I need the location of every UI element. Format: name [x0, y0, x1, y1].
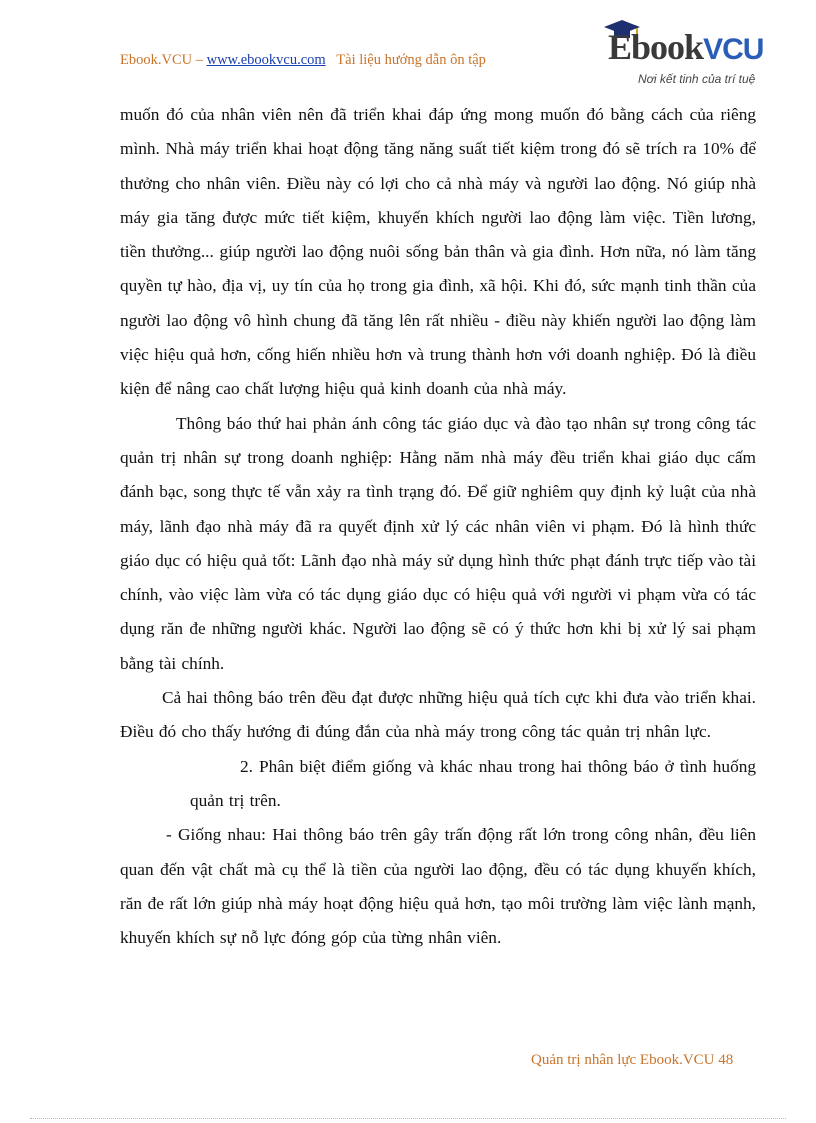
logo-vcu: VCU	[703, 33, 764, 66]
running-header	[120, 52, 486, 69]
paragraph-2: Thông báo thứ hai phản ánh công tác giáo dục và đào tạo nhân sự trong công tác quản trị nhân sự trong doanh nghiệp: Hằng năm nhà máy đều triển khai giáo dục cấm đánh bạc, song thực tế vẫn xảy ra tình trạng đó. Để giữ nghiêm quy định kỷ luật của nhà máy, lãnh đạo nhà máy đã ra quyết định xử lý các nhân viên vi phạm. Đó là hình thức giáo dục có hiệu quả tốt: Lãnh đạo nhà máy sử dụng hình thức phạt đánh trực tiếp vào tài chính, vào việc làm vừa có tác dụng giáo dục có hiệu quả với người vi phạm vừa có tác dụng răn đe những người khác. Người lao động sẽ có ý thức hơn khi bị xử lý sai phạm bằng tài chính.	[120, 413, 756, 673]
header-url-link[interactable]: www.ebookvcu.com	[206, 52, 326, 68]
ebook-vcu-logo	[598, 18, 778, 94]
paragraph-1: muốn đó của nhân viên nên đã triển khai đáp ứng mong muốn đó bằng cách của riêng mình. Nhà máy triển khai hoạt động tăng năng suất tiết kiệm trong đó sẽ trích ra 10% để thưởng cho nhân viên. Điều này có lợi cho cả nhà máy và người lao động. Nó giúp nhà máy gia tăng được mức tiết kiệm, khuyến khích người lao động làm việc. Tiền lương, tiền thưởng... giúp người lao động nuôi sống bản thân và gia đình. Hơn nữa, nó làm tăng quyền tự hào, địa vị, uy tín của họ trong gia đình, xã hội. Khi đó, sức mạnh tinh thần của người lao động vô hình chung đã tăng lên rất nhiều - điều này khiến người lao động làm việc hiệu quả hơn, cống hiến nhiều hơn và trung thành hơn với doanh nghiệp. Đó là điều kiện để nâng cao chất lượng hiệu quả kinh doanh của nhà máy.	[120, 105, 756, 399]
header-site: Ebook.VCU –	[120, 52, 203, 68]
paragraph-3: Cả hai thông báo trên đều đạt được những hiệu quả tích cực khi đưa vào triển khai. Điều đó cho thấy hướng đi đúng đắn của nhà máy trong công tác quản trị nhân lực.	[120, 688, 756, 742]
logo-tagline: Nơi kết tinh của trí tuệ	[638, 72, 756, 86]
document-body	[120, 98, 756, 955]
logo-word: Ebook	[608, 27, 704, 67]
bottom-divider	[30, 1118, 786, 1119]
header-subtitle: Tài liệu hướng dẫn ôn tập	[336, 52, 486, 68]
paragraph-similarities: - Giống nhau: Hai thông báo trên gây trấn động rất lớn trong công nhân, đều liên quan đến vật chất mà cụ thể là tiền của người lao động, đều có tác dụng khuyến khích, răn đe rất lớn giúp nhà máy hoạt động hiệu quả hơn, tạo môi trường làm việc lành mạnh, khuyến khích sự nỗ lực đóng góp của từng nhân viên.	[120, 825, 756, 948]
page-footer: Quản trị nhân lực Ebook.VCU 48	[531, 1052, 734, 1068]
logo-wordmark	[608, 26, 763, 68]
section-heading-2: 2. Phân biệt điểm giống và khác nhau trong hai thông báo ở tình huống quản trị trên.	[190, 756, 756, 810]
